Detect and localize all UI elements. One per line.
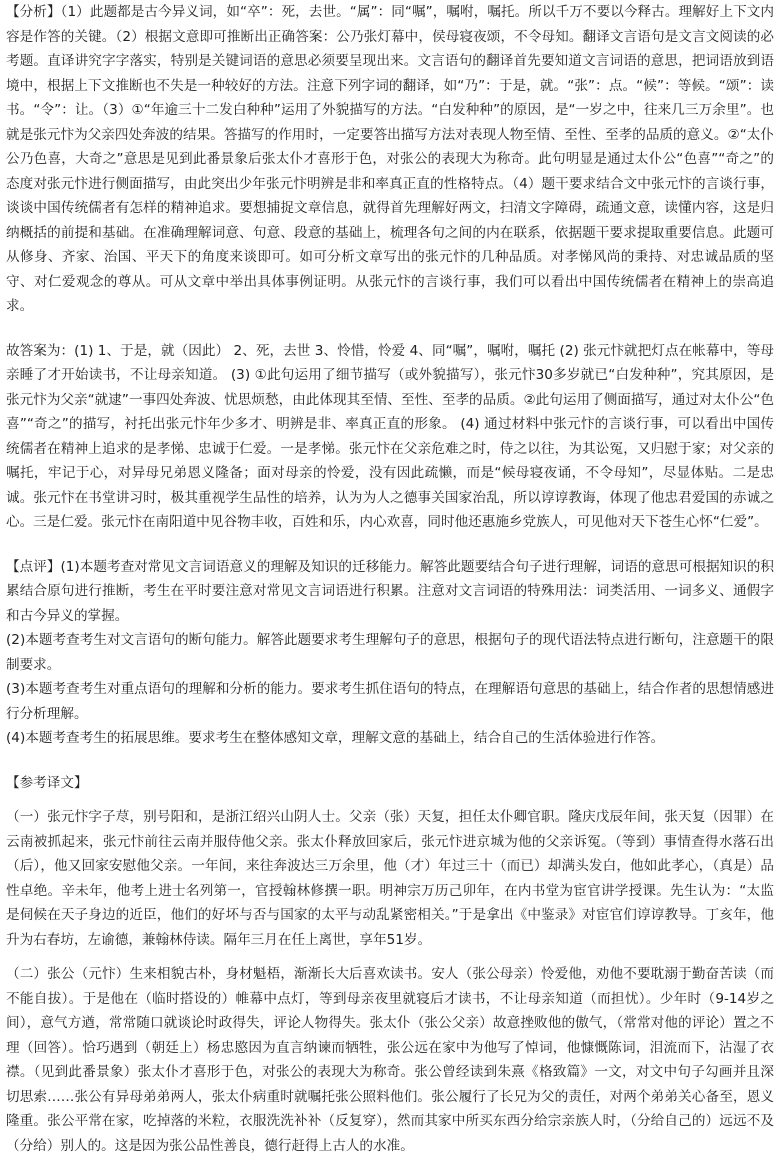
comment-paragraph-1: 【点评】(1)本题考查对常见文言词语意义的理解及知识的迁移能力。解答此题要结合句子进行理解，词语的意思可根据知识的积累结合原句进行推断，考生在平时要注意对常见文言词语进行积累。注意对文言词语的特殊用法：词类活用、一词多义、通假字和古今异义的掌握。 <box>6 555 774 629</box>
comment-paragraph-3: (3)本题考查考生对重点语句的理解和分析的能力。要求考生抓住语句的特点，在理解语句意思的基础上，结合作者的思想情感进行分析理解。 <box>6 677 774 726</box>
translation-paragraph-2: （二）张公（元忭）生来相貌古朴，身材魁梧，渐渐长大后喜欢读书。安人（张公母亲）怜爱他，劝他不要耽溺于勤奋苦读（而不能自拔）。于是他在（临时搭设的）帷幕中点灯，等到母亲夜里就寝后才读书，不让母亲知道（而担忧）。少年时（9-14岁之间），意气方遒，常常随口就谈论时政得失，评论人物得失。张太仆（张公父亲）故意挫败他的傲气，（常常对他的评论）置之不理（回答）。恰巧遇到（朝廷上）杨忠愍因为直言纳谏而牺牲，张公远在家中为他写了悼词，他慷慨陈词，泪流而下，沾湿了衣襟。（见到此番景象）张太仆才喜形于色，对张公的表现大为称奇。张公曾经读到朱熹《格致篇》一文，对文中句子勾画并且深切思索……张公有异母弟弟两人，张太仆病重时就嘱托张公照料他们。张公履行了长兄为父的责任，对两个弟弟关心备至，恩义隆重。张公平常在家，吃掉落的米粒，衣服洗洗补补（反复穿），然而其家中所买东西分给宗亲族人时，（分给自己的）远远不及（分给）别人的。这是因为张公品性善良，德行赶得上古人的水准。 <box>6 962 774 1158</box>
translation-heading: 【参考译文】 <box>6 771 774 796</box>
spacer <box>6 751 774 771</box>
translation-section <box>6 771 774 1158</box>
analysis-paragraph: 【分析】（1）此题都是古今异义词，如“卒”：死，去世。“属”：同“嘱”，嘱咐，嘱托。所以千万不要以今释古。理解好上下文内容是作答的关键。（2）根据文意即可推断出正确答案：公乃张灯幕中，侯母寝夜颂，不令母知。翻译文言语句是文言文阅读的必考题。直译讲究字字落实，特别是关键词语的意思必须要呈现出来。文言语句的翻译首先要知道文言词语的意思，把词语放到语境中，根据上下文推断也不失是一种较好的方法。注意下列字词的翻译，如“乃”：于是，就。“张”：点。“候”：等候。“颂”：读书。“令”：让。（3）①“年逾三十二发白种种”运用了外貌描写的方法。“白发种种”的原因，是“一岁之中，往来几三万余里”。也就是张元忭为父亲四处奔波的结果。答描写的作用时，一定要答出描写方法对表现人物至情、至性、至孝的品质的意义。②“太仆公乃色喜，大奇之”意思是见到此番景象后张太仆才喜形于色，对张公的表现大为称奇。此句明显是通过太仆公“色喜”“奇之”的态度对张元忭进行侧面描写，由此突出少年张元忭明辨是非和率真正直的性格特点。（4）题干要求结合文中张元忭的言谈行事，谈谈中国传统儒者有怎样的精神追求。要想捕捉文章信息，就得首先理解好两文，扫清文字障碍，疏通文意，读懂内容，这是归纳概括的前提和基础。在准确理解词意、句意、段意的基础上，梳理各句之间的内在联系，依据题干要求提取重要信息。此题可从修身、齐家、治国、平天下的角度来谈即可。如可分析文章写出的张元忭的几种品质。对孝悌风尚的秉持、对忠诚品质的坚守、对仁爱观念的尊从。可从文章中举出具体事例证明。从张元忭的言谈行事，我们可以看出中国传统儒者在精神上的崇高追求。 <box>6 0 774 319</box>
answer-paragraph: 故答案为：(1) 1、于是，就（因此） 2、死，去世 3、怜惜，怜爱 4、同“嘱”，嘱咐，嘱托 (2) 张元忭就把灯点在帐幕中，等母亲睡了才开始读书，不让母亲知道。 (3) ①此句运用了细节描写（或外貌描写），张元忭30多岁就已“白发种种”，究其原因，是张元忭为父亲“就逮”一事四处奔波、忧思烦愁，由此体现其至情、至性、至孝的品质。②此句运用了侧面描写，通过对太仆公“色喜”“奇之”的描写，衬托出张元忭年少多才、明辨是非、率真正直的形象。 (4) 通过材料中张元忭的言谈行事，可以看出中国传统儒者在精神上追求的是孝悌、忠诚于仁爱。一是孝悌。张元忭在父亲危难之时，侍之以往，为其讼冤，又归慰于家；对父亲的嘱托，牢记于心，对异母兄弟恩义隆备；面对母亲的怜爱，没有因此疏懒，而是“候母寝夜诵，不令母知”，尽显体贴。二是忠诚。张元忭在书堂讲习时，极其重视学生品性的培养，认为为人之德事关国家治乱，所以谆谆教诲，体现了他忠君爱国的赤诚之心。三是仁爱。张元忭在南阳道中见谷物丰收，百姓和乐，内心欢喜，同时他还惠施乡党族人，可见他对天下苍生心怀“仁爱”。 <box>6 339 774 535</box>
spacer <box>6 535 774 555</box>
spacer <box>6 319 774 339</box>
answer-section <box>6 339 774 535</box>
spacer <box>6 952 774 962</box>
analysis-section <box>6 0 774 319</box>
comment-paragraph-2: (2)本题考查考生对文言语句的断句能力。解答此题要求考生理解句子的意思，根据句子的现代语法特点进行断句，注意题干的限制要求。 <box>6 628 774 677</box>
translation-paragraph-1: （一）张元忭字子荩，别号阳和，是浙江绍兴山阴人士。父亲（张）天复，担任太仆卿官职。隆庆戊辰年间，张天复（因罪）在云南被抓起来，张元忭前往云南并服侍他父亲。张太仆释放回家后，张元忭进京城为他的父亲诉冤。（等到）事情查得水落石出（后），他又回家安慰他父亲。一年间，来往奔波达三万余里，他（才）年过三十（而已）却满头发白，他如此孝心，（真是）品性卓绝。辛未年，他考上进士名列第一，官授翰林修撰一职。明神宗万历己卯年，在内书堂为宦官讲学授课。先生认为：“太监是伺候在天子身边的近臣，他们的好坏与否与国家的太平与动乱紧密相关。”于是拿出《中鉴录》对宦官们谆谆教导。丁亥年，他升为右春坊，左谕德，兼翰林侍读。隔年三月在任上离世，享年51岁。 <box>6 805 774 952</box>
comment-paragraph-4: (4)本题考查考生的拓展思维。要求考生在整体感知文章，理解文意的基础上，结合自己的生活体验进行作答。 <box>6 726 774 751</box>
spacer <box>6 795 774 805</box>
comment-section <box>6 555 774 751</box>
